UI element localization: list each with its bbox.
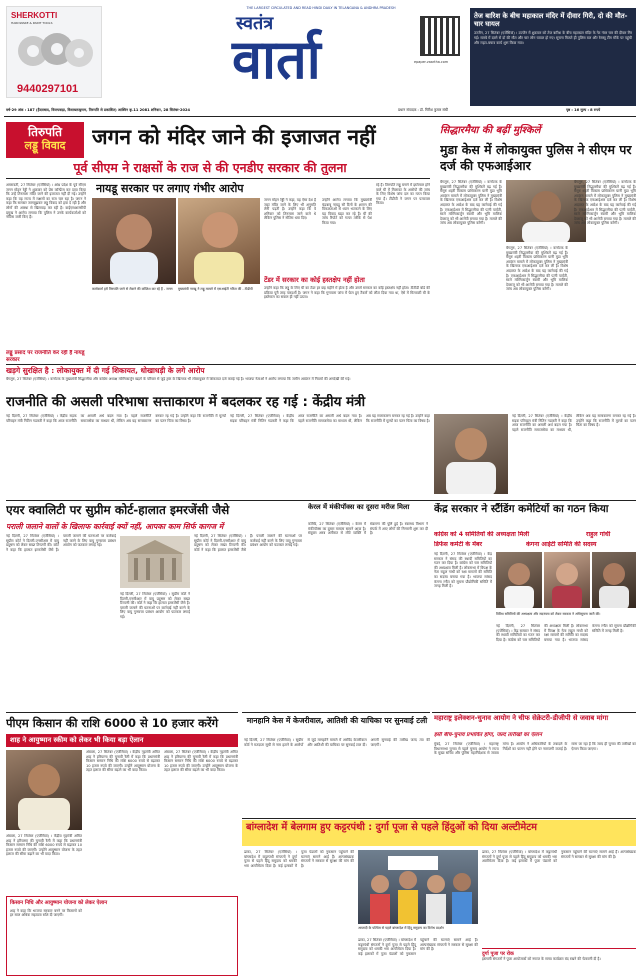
bangladesh-photo: [358, 850, 478, 924]
third-member-photo: [592, 552, 636, 608]
editor-line: प्रधान संपादक : डॉ. गिरीश कुमार संघी: [398, 108, 448, 112]
brand-phone: 9440297101: [17, 83, 79, 95]
gadkari-col-1: नई दिल्ली, 27 सितंबर (एजेंसियां) । केंद्रीय सड़क परिवहन मंत्री नितिन गडकरी ने कहा कि आज राजनीति का असली अर्थ बदल गया है। पहले राजनीति समाजसेवा का माध्यम थी, लेकिन अब यह सत्ताकारण बनकर रह गई है। उन्होंने कहा कि राजनीति में मूल्यों का पतन चिंता का विषय है।: [6, 414, 226, 423]
supreme-court-photo: [120, 536, 190, 588]
maha-body: मुंबई, 27 सितंबर (एजेंसियां) । महाराष्ट्र विधानसभा चुनाव से पहले चुनाव आयोग ने राज्य के मुख्य सचिव और पुलिस महानिदेशक से जवाब मांगा है। आयोग ने अधिकारियों के तबादले के निर्देशों का पालन नहीं होने पर नाराजगी जताई है। माना जा रहा है कि जल्द ही चुनाव की तारीखों का ऐलान किया जाएगा।: [434, 742, 636, 756]
air-col-3: नई दिल्ली, 27 सितंबर (एजेंसियां) । सुप्रीम कोर्ट ने दिल्ली-एनसीआर में वायु प्रदूषण को लेकर सख्त टिप्पणी की। कोर्ट ने कहा कि हालात इमरजेंसी जैसे हैं। पराली जलाने की घटनाओं पर कार्रवाई नहीं करने के लिए वायु गुणवत्ता प्रबंधन आयोग को फटकार लगाई गई।: [194, 534, 302, 552]
issue-line: वर्ष-29 अंक : 187 (हैदराबाद, विजयवाड़ा, विशाखापट्टणम, तिरुपति से प्रकाशित) आश्विन कृ.11 2081 शनिवार, 28 सितंबर-2024: [6, 108, 190, 112]
shah-photo: [6, 750, 82, 830]
sidda-col-3: बेंगलूरु, 27 सितंबर (एजेंसियां) । कर्नाटक के मुख्यमंत्री सिद्धारमैया की मुश्किलें बढ़ गई हैं। मैसूरु शहरी विकास प्राधिकरण यानी मुडा भूमि आवंटन मामले में लोकायुक्त पुलिस ने मुख्यमंत्री के खिलाफ एफआईआर दर्ज कर ली है। विशेष अदालत के आदेश के बाद यह कार्रवाई की गई है। एफआईआर में सिद्धारमैया की पत्नी पार्वती, साले मल्लिकार्जुन स्वामी और भूमि मालिक देवराजू को भी आरोपी बनाया गया है। मामले की जांच अब लोकायुक्त पुलिस करेगी।: [574, 180, 636, 226]
jagan-photo: [92, 198, 176, 284]
product-image: [15, 29, 95, 73]
lead-headline: जगन को मंदिर जाने की इजाजत नहीं: [92, 125, 376, 149]
kisan-col-2: अंबाला, 27 सितंबर (एजेंसियां) । केंद्रीय गृहमंत्री अमित शाह ने हरियाणा की चुनावी रैली में कहा कि प्रधानमंत्री किसान सम्मान निधि की राशि 6000 रुपये से बढ़ाकर 10 हजार रुपये की जाएगी। उन्होंने आयुष्मान योजना के तहत इलाज की सीमा बढ़ाने का भी वादा किया।: [164, 750, 238, 773]
lead-kicker: [6, 122, 84, 158]
title-top: स्वतंत्र: [236, 13, 274, 34]
bangladesh-col-1: ढाका, 27 सितंबर (एजेंसियां) । बांग्लादेश में कट्टरपंथी संगठनों ने दुर्गा पूजा से पहले हिंदू समुदाय को धमकी भरा अल्टीमेटम दिया है। कई इलाकों में पूजा पंडालों को नुकसान पहुंचाने की घटनाएं सामने आई हैं। अल्पसंख्यक संगठनों ने सरकार से सुरक्षा की मांग की है।: [244, 850, 354, 868]
bangladesh-rule: [242, 818, 636, 819]
tagline: THE LARGEST CIRCULATED AND READ HINDI DAILY IN TELANGANA & ANDHRA PRADESH: [246, 6, 396, 10]
kejriwal-rule: [242, 712, 430, 713]
kisan-headline: पीएम किसान की राशि 6000 से 10 हजार करेंगे: [6, 716, 219, 730]
bangladesh-col-3: ढाका, 27 सितंबर (एजेंसियां) । बांग्लादेश में कट्टरपंथी संगठनों ने दुर्गा पूजा से पहले हिंदू समुदाय को धमकी भरा अल्टीमेटम दिया है। कई इलाकों में पूजा पंडालों को नुकसान पहुंचाने की घटनाएं सामने आई हैं। अल्पसंख्यक संगठनों ने सरकार से सुरक्षा की मांग की है।: [482, 850, 636, 864]
committee-sub-rahul: राहुल गांधी: [586, 531, 611, 538]
gadkari-photo: [434, 414, 508, 494]
kangana-photo: [544, 552, 590, 608]
jagan-caption: कार्यकर्ता हमें तिरुपति जाने से रोकने की कोशिश कर रहे हैं - जगन: [92, 287, 173, 291]
air-rule: [6, 500, 636, 501]
committee-sub-1: कांग्रेस को 4 समितियों की अध्यक्षता मिली: [434, 531, 530, 538]
brand-ad: [6, 6, 102, 98]
kicker-line-1: तिरुपति: [28, 125, 62, 139]
bangladesh-headline: बांग्लादेश में बेलगाम हुए कट्टरपंथी : दुर्गा पूजा से पहले हिंदुओं को दिया अल्टीमेटम: [246, 822, 538, 833]
durga-box-body: इस्लामी संगठनों ने पूजा आयोजकों को नमाज के समय कार्यक्रम बंद रखने की चेतावनी दी है।: [482, 957, 601, 962]
committee-caption: विविध समितियों की अध्यक्षता और सदस्यता को लेकर सरकार ने अधिसूचना जारी की।: [496, 612, 601, 616]
sidda-kicker: सिद्धारमैया की बढ़ीं मुश्किलें: [440, 125, 541, 136]
lead-col-4: रहे हैं। तिरुपति लड्डू बनाने में इस्तेमाल होने वाले घी में मिलावट के आरोपों की जांच के लिए विशेष जांच दल का गठन किया गया है। टीडीपी ने जगन पर पलटवार किया।: [376, 183, 430, 206]
committee-col-2: नई दिल्ली, 27 सितंबर (एजेंसियां) । केंद्र सरकार ने संसद की स्थायी समितियों का गठन कर दिया है। कांग्रेस को चार समितियों की अध्यक्षता मिली है। लोकसभा में विपक्ष के नेता राहुल गांधी को रक्षा मामलों की समिति का सदस्य बनाया गया है। भाजपा सांसद कंगना रनौत को सूचना प्रौद्योगिकी समिति में जगह मिली है।: [496, 624, 636, 642]
kisan-subhead-text: शाह ने आयुष्मान स्कीम को लेकर भी किया बड़ा ऐलान: [10, 736, 144, 744]
kisan-box: [6, 896, 238, 976]
air-quote: पराली जलाने वालों के खिलाफ कार्रवाई क्यों नहीं, आपका काम सिर्फ कागज में: [6, 522, 224, 531]
committee-headline: केंद्र सरकार ने स्टैंडिंग कमेटियों का गठन किया: [434, 503, 609, 515]
kisan-col-3: अंबाला, 27 सितंबर (एजेंसियां) । केंद्रीय गृहमंत्री अमित शाह ने हरियाणा की चुनावी रैली में कहा कि प्रधानमंत्री किसान सम्मान निधि की राशि 6000 रुपये से बढ़ाकर 10 हजार रुपये की जाएगी। उन्होंने आयुष्मान योजना के तहत इलाज की सीमा बढ़ाने का भी वादा किया।: [6, 834, 82, 857]
committee-sub-2: डिफेंस कमेटी के मेंबर: [434, 541, 483, 548]
committee-col-1: नई दिल्ली, 27 सितंबर (एजेंसियां) । केंद्र सरकार ने संसद की स्थायी समितियों का गठन कर दिया है। कांग्रेस को चार समितियों की अध्यक्षता मिली है। लोकसभा में विपक्ष के नेता राहुल गांधी को रक्षा मामलों की समिति का सदस्य बनाया गया है। भाजपा सांसद कंगना रनौत को सूचना प्रौद्योगिकी समिति में जगह मिली है।: [434, 552, 492, 589]
lead-col-2: जगन मोहन रेड्डी ने कहा, यह ऐसा देश है जहां मंदिर जाने के लिए भी अनुमति लेनी पड़ती है। उन्होंने कहा कि वे शनिवार को तिरुमला जाने वाले थे लेकिन पुलिस ने नोटिस थमा दिए।: [264, 198, 316, 221]
bangladesh-col-2: ढाका, 27 सितंबर (एजेंसियां) । बांग्लादेश में कट्टरपंथी संगठनों ने दुर्गा पूजा से पहले हिंदू समुदाय को धमकी भरा अल्टीमेटम दिया है। कई इलाकों में पूजा पंडालों को नुकसान पहुंचाने की घटनाएं सामने आई हैं। अल्पसंख्यक संगठनों ने सरकार से सुरक्षा की मांग की है।: [358, 938, 478, 956]
kisan-box-body: शाह ने कहा कि भाजपा सरकार बनने पर किसानों को हर साल अधिक सहायता राशि दी जाएगी।: [10, 908, 82, 918]
tender-headline: टेंडर में सरकार का कोई हस्तक्षेप नहीं होता: [264, 276, 365, 284]
rahul-photo: [496, 552, 542, 608]
lead-col-1: अमरावती, 27 सितंबर (एजेंसियां) । आंध्र प्रदेश के पूर्व सीएम जगन मोहन रेड्डी ने शुक्रवार को प्रेस कॉन्फ्रेंस कर दावा किया कि उन्हें तिरुमला मंदिर जाने की इजाजत नहीं दी गई। उन्होंने कहा कि यह राज्य में राक्षसों का राज चल रहा है। जगन ने कहा कि सरकार जानबूझकर लड्डू विवाद को हवा दे रही है और लोगों की आस्था से खिलवाड़ कर रही है। वाईएसआरसीपी प्रमुख ने आरोप लगाया कि पुलिस ने उनके कार्यकर्ताओं को नोटिस जारी किए हैं।: [6, 183, 86, 220]
kharge-body: बेंगलूरु, 27 सितंबर (एजेंसियां) । कर्नाटक के मुख्यमंत्री सिद्धारमैया और कांग्रेस अध्यक्ष मल्लिकार्जुन खड़गे के परिवार से जुड़े ट्रस्ट के खिलाफ भी लोकायुक्त में शिकायत दर्ज कराई गई है। भाजपा नेताओं ने आरोप लगाया कि जमीन आवंटन में नियमों की अनदेखी की गई।: [6, 377, 351, 381]
gadkari-headline: राजनीति की असली परिभाषा सत्ताकारण में बदलकर रह गई : केंद्रीय मंत्री: [6, 394, 366, 410]
kerala-headline: केरल में मंकीपॉक्स का दूसरा मरीज मिला: [308, 503, 410, 511]
air-headline: एयर क्वालिटी पर सुप्रीम कोर्ट-हालात इमरजेंसी जैसे: [6, 503, 230, 517]
masthead: [0, 0, 640, 120]
durga-box: [482, 948, 636, 976]
kejriwal-body: नई दिल्ली, 27 सितंबर (एजेंसियां) । सुप्रीम कोर्ट ने मतदाता सूची से नाम हटाने के आरोपों से जुड़े मानहानि मामले में अरविंद केजरीवाल और आतिशी की याचिका पर सुनवाई टाल दी। अगली सुनवाई की तारीख जल्द तय की जाएगी।: [244, 738, 430, 747]
rain-story: [470, 8, 636, 106]
naidu-caption: मुख्यमंत्री नायडू ने लड्डू मामले में एसआईटी गठित की - टीडीपी: [178, 287, 253, 291]
sidda-headline: मुडा केस में लोकायुक्त पुलिस ने सीएम पर दर्ज की एफआईआर: [440, 142, 632, 173]
bangladesh-headline-box: [242, 820, 636, 846]
kerala-body: कोच्चि, 27 सितंबर (एजेंसियां) । केरल में मंकीपॉक्स का दूसरा मामला सामने आया है। संयुक्त अरब अमीरात से लौटे व्यक्ति में संक्रमण की पुष्टि हुई है। स्वास्थ्य विभाग ने संपर्क में आए लोगों की निगरानी शुरू कर दी है।: [308, 522, 428, 536]
brand-logo: SHERKOTTI: [11, 11, 58, 20]
lead-rule: [6, 178, 430, 179]
masthead-rule: [4, 116, 636, 117]
kharge-headline: खड़गे सुरक्षित है : लोकायुक्त में दी गई शिकायत, धोखाधड़ी के लगे आरोप: [6, 366, 205, 375]
naidu-headline: नायडू सरकार पर लगाए गंभीर आरोप: [96, 182, 244, 195]
gadkari-col-3: नई दिल्ली, 27 सितंबर (एजेंसियां) । केंद्रीय सड़क परिवहन मंत्री नितिन गडकरी ने कहा कि आज राजनीति का असली अर्थ बदल गया है। पहले राजनीति समाजसेवा का माध्यम थी, लेकिन अब यह सत्ताकारण बनकर रह गई है। उन्होंने कहा कि राजनीति में मूल्यों का पतन चिंता का विषय है।: [512, 414, 636, 432]
naidu-photo: [178, 198, 260, 284]
gadkari-col-2: नई दिल्ली, 27 सितंबर (एजेंसियां) । केंद्रीय सड़क परिवहन मंत्री नितिन गडकरी ने कहा कि आज राजनीति का असली अर्थ बदल गया है। पहले राजनीति समाजसेवा का माध्यम थी, लेकिन अब यह सत्ताकारण बनकर रह गई है। उन्होंने कहा कि राजनीति में मूल्यों का पतन चिंता का विषय है।: [230, 414, 430, 423]
lead-quote: लड्डू प्रसाद पर राजनीति कर रही है नायडू सरकार: [6, 350, 85, 363]
lead-col-3: उन्होंने आरोप लगाया कि मुख्यमंत्री चंद्रबाबू नायडू सौ दिनों के शासन की विफलताओं से ध्यान भटकाने के लिए यह विवाद खड़ा कर रहे हैं। घी की जांच रिपोर्ट को गलत तरीके से पेश किया गया।: [322, 198, 372, 225]
kisan-rule: [6, 712, 238, 713]
durga-box-title: दुर्गा पूजा पर रोक: [482, 951, 514, 957]
sidda-col-2: बेंगलूरु, 27 सितंबर (एजेंसियां) । कर्नाटक के मुख्यमंत्री सिद्धारमैया की मुश्किलें बढ़ गई हैं। मैसूरु शहरी विकास प्राधिकरण यानी मुडा भूमि आवंटन मामले में लोकायुक्त पुलिस ने मुख्यमंत्री के खिलाफ एफआईआर दर्ज कर ली है। विशेष अदालत के आदेश के बाद यह कार्रवाई की गई है। एफआईआर में सिद्धारमैया की पत्नी पार्वती, साले मल्लिकार्जुन स्वामी और भूमि मालिक देवराजू को भी आरोपी बनाया गया है। मामले की जांच अब लोकायुक्त पुलिस करेगी।: [506, 246, 568, 292]
maha-headline: महाराष्ट्र इलेक्शन-चुनाव आयोग ने चीफ सेक्रेटरी-डीजीपी से जवाब मांगा: [434, 714, 609, 722]
rain-headline: तेज बारिश के बीच महाकाल मंदिर में दीवार गिरी, दो की मौत-चार घायल: [474, 12, 628, 29]
website: epaper.vaartha.com: [414, 60, 449, 64]
kisan-subhead: [6, 734, 238, 747]
bangladesh-caption: आजादी के पश्चिम से पहले बांग्लादेश में हिंदू समुदाय का विरोध प्रदर्शन: [358, 926, 444, 930]
lead-subhead: पूर्व सीएम ने राक्षसों के राज से की एनडीए सरकार की तुलना: [73, 160, 347, 175]
kharge-rule: [6, 364, 636, 365]
kicker-line-2: लड्डू विवाद: [24, 139, 66, 152]
air-col-2: नई दिल्ली, 27 सितंबर (एजेंसियां) । सुप्रीम कोर्ट ने दिल्ली-एनसीआर में वायु प्रदूषण को लेकर सख्त टिप्पणी की। कोर्ट ने कहा कि हालात इमरजेंसी जैसे हैं। पराली जलाने की घटनाओं पर कार्रवाई नहीं करने के लिए वायु गुणवत्ता प्रबंधन आयोग को फटकार लगाई गई।: [120, 592, 190, 619]
qr-code: [420, 16, 460, 56]
maha-subhead: इसी बीच-चुनाव प्रभावित होगा, जल्द तारीखों का ऐलान: [434, 732, 542, 738]
pages-price: पृष्ठ : 16 मूल्य : 8 रुपये: [566, 108, 601, 112]
rain-body: उज्जैन, 27 सितंबर (एजेंसियां) । उज्जैन में शुक्रवार को तेज बारिश के बीच महाकाल मंदिर के गेट नंबर चार की दीवार गिर गई। मलबे में दबने से दो की मौत और चार लोग घायल हो गए। सूचना मिलते ही पुलिस बल और रेस्क्यू टीम मौके पर पहुंची और राहत-बचाव कार्य शुरू किया गया।: [474, 31, 632, 45]
kisan-col-1: अंबाला, 27 सितंबर (एजेंसियां) । केंद्रीय गृहमंत्री अमित शाह ने हरियाणा की चुनावी रैली में कहा कि प्रधानमंत्री किसान सम्मान निधि की राशि 6000 रुपये से बढ़ाकर 10 हजार रुपये की जाएगी। उन्होंने आयुष्मान योजना के तहत इलाज की सीमा बढ़ाने का भी वादा किया।: [86, 750, 160, 773]
kejriwal-headline: मानहानि केस में केजरीवाल, आतिशी की याचिका पर सुनवाई टली: [246, 716, 428, 725]
sidda-col-1: बेंगलूरु, 27 सितंबर (एजेंसियां) । कर्नाटक के मुख्यमंत्री सिद्धारमैया की मुश्किलें बढ़ गई हैं। मैसूरु शहरी विकास प्राधिकरण यानी मुडा भूमि आवंटन मामले में लोकायुक्त पुलिस ने मुख्यमंत्री के खिलाफ एफआईआर दर्ज कर ली है। विशेष अदालत के आदेश के बाद यह कार्रवाई की गई है। एफआईआर में सिद्धारमैया की पत्नी पार्वती, साले मल्लिकार्जुन स्वामी और भूमि मालिक देवराजू को भी आरोपी बनाया गया है। मामले की जांच अब लोकायुक्त पुलिस करेगी।: [440, 180, 502, 226]
tender-body: उन्होंने कहा कि लड्डू के लिए घी का टेंडर हर छह महीने में होता है और उसमें सरकार का कोई हस्तक्षेप नहीं होता। टीटीडी बोर्ड की प्रक्रिया पूरी तरह पारदर्शी है। जगन ने कहा कि गुणवत्ता जांच में फेल हुए टैंकरों को लौटा दिया गया था, ऐसे में मिलावटी घी के इस्तेमाल का सवाल ही नहीं उठता।: [264, 286, 430, 300]
committee-sub-3: कंगना आईटी समिति की सदस्य: [526, 541, 597, 548]
newspaper-title: वार्ता: [232, 28, 321, 91]
brand-subtitle: HARDWARE & PAINT TOOLS: [11, 21, 53, 25]
air-col-1: नई दिल्ली, 27 सितंबर (एजेंसियां) । सुप्रीम कोर्ट ने दिल्ली-एनसीआर में वायु प्रदूषण को लेकर सख्त टिप्पणी की। कोर्ट ने कहा कि हालात इमरजेंसी जैसे हैं। पराली जलाने की घटनाओं पर कार्रवाई नहीं करने के लिए वायु गुणवत्ता प्रबंधन आयोग को फटकार लगाई गई।: [6, 534, 116, 552]
maha-rule: [432, 712, 636, 713]
kisan-box-title: किसान निधि और आयुष्मान योजना को लेकर ऐलान: [10, 900, 108, 906]
